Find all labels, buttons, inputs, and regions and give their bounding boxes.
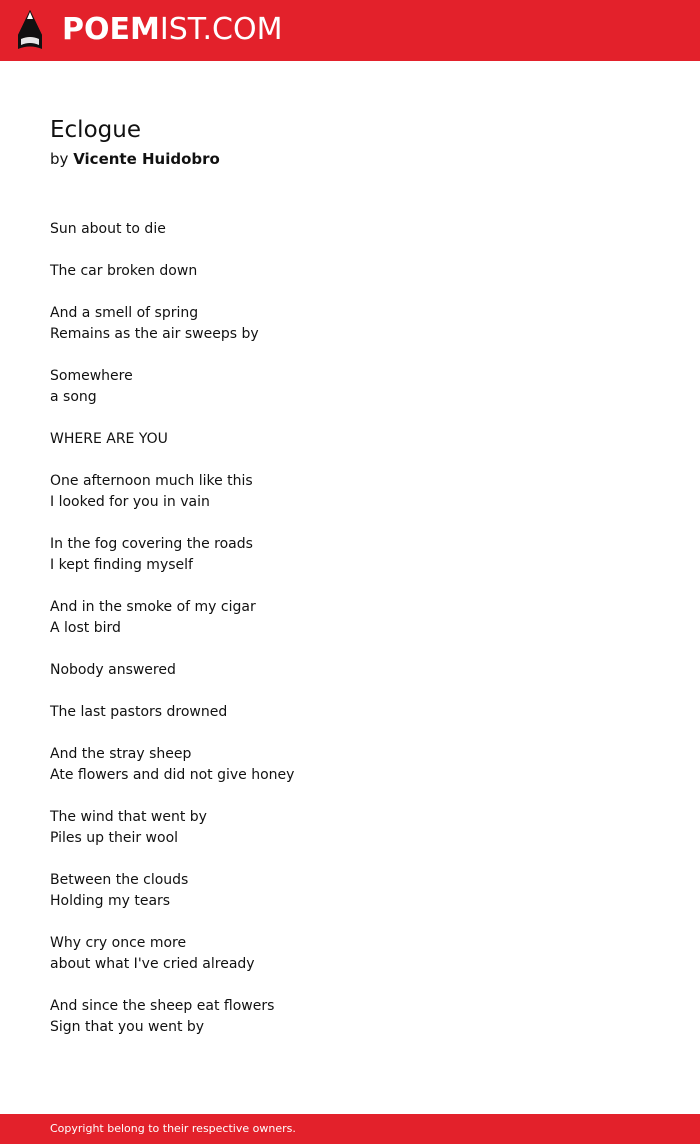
pencil-icon[interactable] (17, 9, 43, 52)
poem-line: I kept finding myself (50, 557, 193, 573)
poem-stanza (50, 702, 650, 723)
poem-stanza (50, 219, 650, 240)
poem-line: Nobody answered (50, 662, 176, 678)
brand-light: IST.COM (159, 12, 283, 47)
poem-line: Ate flowers and did not give honey (50, 767, 295, 783)
poem-line: And a smell of spring (50, 305, 199, 321)
poem-line: And since the sheep eat flowers (50, 998, 275, 1014)
poem-stanza (50, 597, 650, 639)
site-logo-text[interactable] (62, 10, 282, 50)
poem-line: Between the clouds (50, 872, 189, 888)
poem-line: The last pastors drowned (50, 704, 228, 720)
poem-stanza (50, 807, 650, 849)
poem-stanza (50, 744, 650, 786)
poem-line: A lost bird (50, 620, 121, 636)
site-header (0, 0, 700, 61)
poem-line: Somewhere (50, 368, 133, 384)
poem-line: Why cry once more (50, 935, 187, 951)
poem-line: And in the smoke of my cigar (50, 599, 256, 615)
poem-stanza (50, 996, 650, 1038)
poem-line: Sign that you went by (50, 1019, 205, 1035)
brand-bold: POEM (62, 12, 160, 47)
poem-body (50, 219, 650, 1059)
poem-line: The wind that went by (50, 809, 207, 825)
poem-line: Piles up their wool (50, 830, 179, 846)
poem-stanza (50, 660, 650, 681)
poem-stanza (50, 534, 650, 576)
poem-stanza (50, 870, 650, 912)
poem-author: Vicente Huidobro (73, 150, 220, 168)
poem-stanza (50, 261, 650, 282)
poem-line: a song (50, 389, 97, 405)
poem-stanza (50, 933, 650, 975)
poem-line: about what I've cried already (50, 956, 255, 972)
copyright-text: Copyright belong to their respective owners. (50, 1122, 296, 1135)
poem-stanza (50, 471, 650, 513)
poem-line: Remains as the air sweeps by (50, 326, 259, 342)
poem-line: The car broken down (50, 263, 198, 279)
poem-line: WHERE ARE YOU (50, 431, 168, 447)
by-label: by (50, 150, 69, 168)
poem-line: I looked for you in vain (50, 494, 210, 510)
poem-title: Eclogue (50, 117, 141, 143)
site-footer (0, 1114, 700, 1144)
poem-line: And the stray sheep (50, 746, 192, 762)
poem-stanza (50, 429, 650, 450)
poem-line: Sun about to die (50, 221, 166, 237)
poem-stanza (50, 366, 650, 408)
poem-line: In the fog covering the roads (50, 536, 253, 552)
poem-line: Holding my tears (50, 893, 171, 909)
poem-byline (50, 148, 220, 170)
poem-line: One afternoon much like this (50, 473, 253, 489)
poem-stanza (50, 303, 650, 345)
